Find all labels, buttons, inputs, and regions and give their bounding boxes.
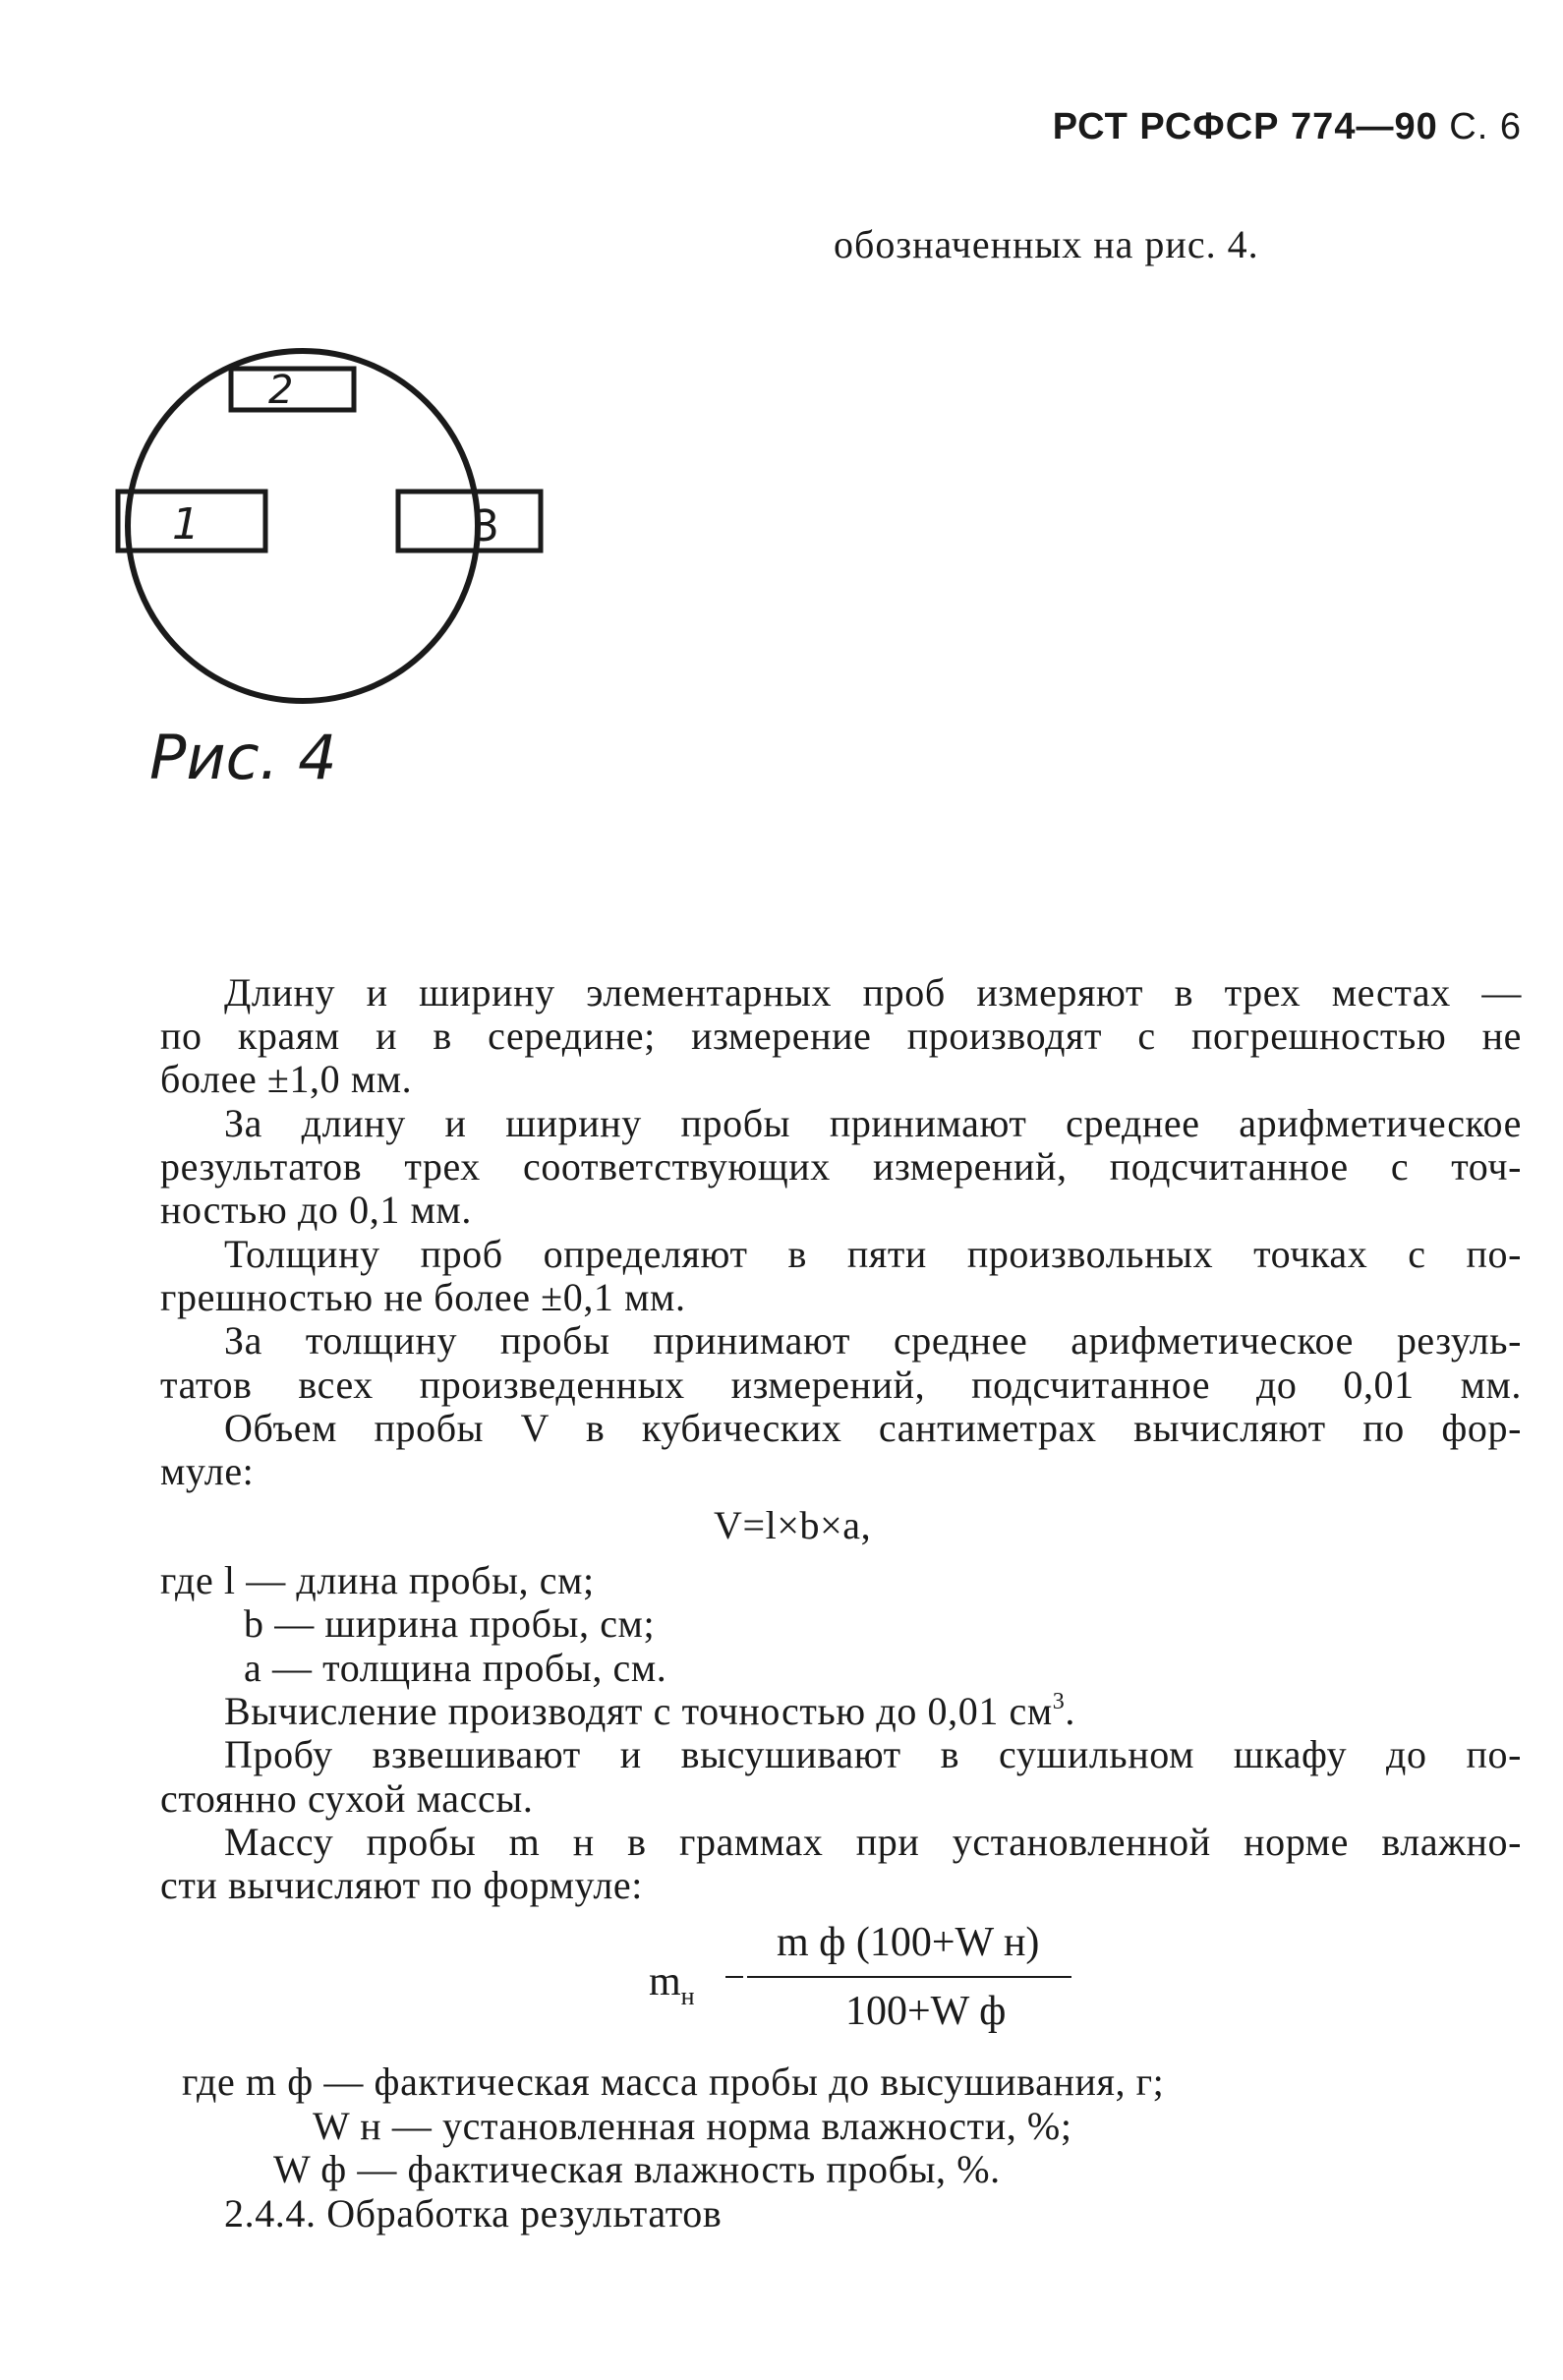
volume-formula: V=l×b×a, (714, 1503, 872, 1547)
where-line-a: a — толщина пробы, см. (244, 1646, 667, 1690)
cm3-superscript: 3 (1052, 1689, 1066, 1714)
text-line: по краям и в середине; измерение производят с погрешностью не (160, 1014, 1522, 1058)
cm3-text: Вычисление производят с точностью до 0,01 см (224, 1689, 1053, 1733)
sample-label-3: 3 (472, 501, 499, 551)
where-line-l: где l — длина пробы, см; (160, 1558, 595, 1602)
formula-lhs: $m_н$ (649, 1959, 695, 2010)
section-heading: 2.4.4. Обработка результатов (224, 2191, 723, 2235)
mass-formula (649, 1907, 1121, 2055)
figure-4 (69, 324, 580, 816)
page-number: С. 6 (1449, 106, 1522, 147)
text-line: Объем пробы V в кубических сантиметрах вычисляют по фор- (224, 1406, 1522, 1450)
sample-diagram (69, 324, 580, 816)
text-line-cm3: Вычисление производят с точностью до 0,01 $см^3$. (224, 1689, 1076, 1733)
document-id: РСТ РСФСР 774—90 (1052, 106, 1438, 147)
text-line: За длину и ширину пробы принимают среднее арифметическое (224, 1101, 1522, 1145)
text-line: Массу пробы m н в граммах при установленной норме влажно- (224, 1820, 1522, 1864)
legend-line-wn: W н — установленная норма влажности, %; (313, 2104, 1072, 2148)
figure-caption: Рис. 4 (149, 722, 337, 793)
formula-equals (725, 1976, 743, 1978)
text-line: Пробу взвешивают и высушивают в сушильном шкафу до по- (224, 1732, 1522, 1776)
fraction-bar (747, 1976, 1071, 1978)
text-line: более ±1,0 мм. (160, 1057, 413, 1101)
sample-rect-3 (398, 492, 541, 551)
text-line: За толщину пробы принимают среднее арифметическое резуль- (224, 1318, 1522, 1363)
where-line-b: b — ширина пробы, см; (244, 1601, 656, 1646)
intro-line: обозначенных на рис. 4. (834, 222, 1259, 266)
legend-line-wf: W ф — фактическая влажность пробы, %. (273, 2147, 1001, 2191)
text-line: муле: (160, 1449, 255, 1493)
text-line: татов всех произведенных измерений, подсчитанное до 0,01 мм. (160, 1363, 1522, 1407)
formula-denominator: 100+W ф (845, 1989, 1007, 2034)
running-header (1053, 106, 1522, 148)
sample-label-1: 1 (172, 499, 200, 550)
text-line: грешностью не более ±0,1 мм. (160, 1275, 686, 1319)
formula-numerator: m ф (100+W н) (777, 1920, 1040, 1965)
text-line: сти вычисляют по формуле: (160, 1863, 643, 1907)
text-line: стоянно сухой массы. (160, 1776, 534, 1821)
legend-line-mf: где m ф — фактическая масса пробы до высушивания, г; (182, 2060, 1165, 2104)
text-line: результатов трех соответствующих измерений, подсчитанное с точ- (160, 1144, 1522, 1189)
sample-label-2: 2 (268, 368, 294, 413)
text-line: Длину и ширину элементарных проб измеряют в трех местах — (224, 970, 1522, 1015)
text-line: ностью до 0,1 мм. (160, 1188, 472, 1232)
text-line: Толщину проб определяют в пяти произвольных точках с по- (224, 1232, 1522, 1276)
